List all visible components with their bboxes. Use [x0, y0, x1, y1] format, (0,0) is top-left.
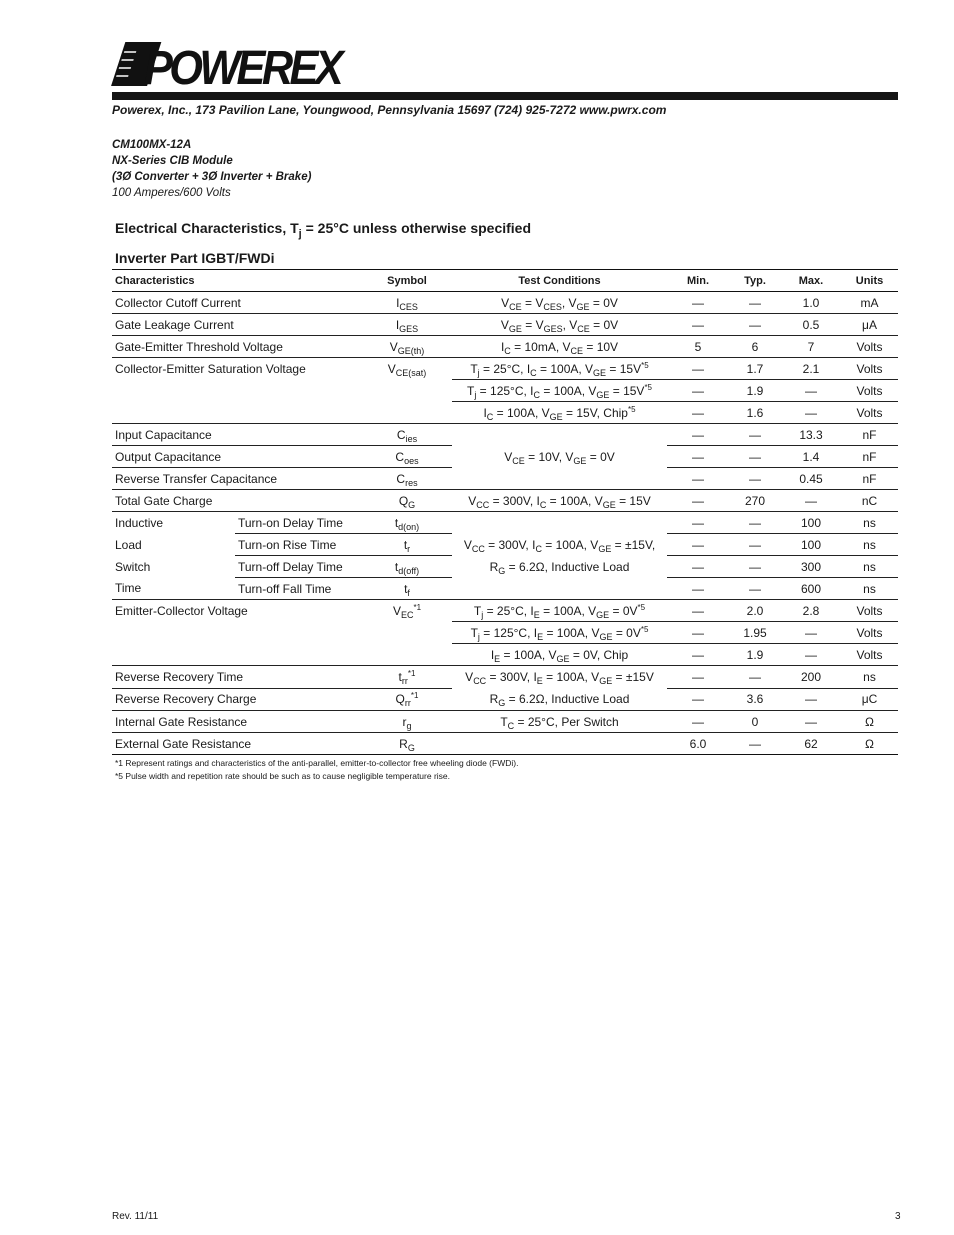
- table-row: Collector-Emitter Saturation Voltage $V_{CE(sat)}$ $T_j = 25^\circ C$, $I_C = 100A$, $V_{GE} = 15V^{*5}$ — 1.7 2.1 Volts: [112, 358, 898, 380]
- revision-label: Rev. 11/11: [112, 1211, 159, 1222]
- table-row: Input Capacitance $C_{ies}$ $V_{CE} = 10V$, $V_{GE} = 0V$ — — 13.3 nF: [112, 424, 898, 446]
- table-row: Emitter-Collector Voltage $V_{EC}^{*1}$ $T_j = 25^\circ C$, $I_E = 100A$, $V_{GE} = 0V^{*5}$ — 2.0 2.8 Volts: [112, 600, 898, 622]
- part-number: CM100MX-12A: [112, 139, 192, 151]
- table-row: $T_j = 125^\circ C$, $I_C = 100A$, $V_{GE} = 15V^{*5}$ — 1.9 — Volts: [112, 380, 898, 402]
- table-row: Output Capacitance $C_{oes}$ — — 1.4 nF: [112, 446, 898, 468]
- electrical-characteristics-table: [112, 269, 898, 755]
- table-row: $I_C = 100A$, $V_{GE} = 15V$, Chip$^{*5}$ — 1.6 — Volts: [112, 402, 898, 424]
- series-name: NX-Series CIB Module: [112, 155, 233, 167]
- table-row: Gate Leakage Current $I_{GES}$ $V_{GE} = V_{GES}$, $V_{CE} = 0V$ — — 0.5 μA: [112, 314, 898, 336]
- product-info: [112, 137, 311, 201]
- table-row: Gate-Emitter Threshold Voltage $V_{GE(th)}$ $I_C = 10mA$, $V_{CE} = 10V$ 5 6 7 Volts: [112, 336, 898, 358]
- col-min: Min.: [667, 270, 729, 292]
- powerex-logo: [110, 40, 350, 88]
- table-row: Reverse Recovery Time $t_{rr}^{*1}$ $V_{CC} = 300V$, $I_E = 100A$, $V_{GE} = \pm 15V$ $R_G = 6.2\Omega$, Inductive Load — — 200 ns: [112, 666, 898, 689]
- col-symbol: Symbol: [362, 270, 452, 292]
- col-characteristics: Characteristics: [112, 270, 362, 292]
- header-rule: [112, 92, 898, 100]
- footnote-1: *1 Represent ratings and characteristics of the anti-parallel, emitter-to-collector free wheeling diode (FWDi).: [115, 758, 519, 768]
- col-test-conditions: Test Conditions: [452, 270, 667, 292]
- product-rating: 100 Amperes/600 Volts: [112, 187, 231, 199]
- footnote-5: *5 Pulse width and repetition rate should be such as to cause negligible temperature rise.: [115, 771, 451, 781]
- table-row: Reverse Recovery Charge $Q_{rr}^{*1}$ — 3.6 — μC: [112, 688, 898, 711]
- table-row: $I_E = 100A$, $V_{GE} = 0V$, Chip — 1.9 — Volts: [112, 644, 898, 666]
- table-row: Reverse Transfer Capacitance $C_{res}$ — — 0.45 nF: [112, 468, 898, 490]
- company-address: Powerex, Inc., 173 Pavilion Lane, Youngwood, Pennsylvania 15697 (724) 925-7272 www.pwrx.com: [112, 103, 667, 117]
- product-description: (3Ø Converter + 3Ø Inverter + Brake): [112, 171, 312, 183]
- svg-text:POWEREX: POWEREX: [144, 42, 347, 88]
- table-row: Inductive Turn-on Delay Time $t_{d(on)}$ $V_{CC} = 300V$, $I_C = 100A$, $V_{GE} = \pm 15V$, $R_G = 6.2\Omega$, Inductive Load — — 100 ns: [112, 512, 898, 534]
- table-row: External Gate Resistance $R_G$ 6.0 — 62 Ω: [112, 733, 898, 755]
- col-typ: Typ.: [729, 270, 781, 292]
- table-row: Internal Gate Resistance $r_g$ $T_C = 25^\circ C$, Per Switch — 0 — Ω: [112, 711, 898, 733]
- table-row: $T_j = 125^\circ C$, $I_E = 100A$, $V_{GE} = 0V^{*5}$ — 1.95 — Volts: [112, 622, 898, 644]
- section-subtitle: Inverter Part IGBT/FWDi: [115, 250, 275, 266]
- page-number: 3: [895, 1211, 901, 1222]
- table-row: Time Turn-off Fall Time $t_f$ — — 600 ns: [112, 578, 898, 600]
- table-header-row: [112, 270, 898, 292]
- footnotes: [115, 757, 518, 783]
- table-row: Collector Cutoff Current $I_{CES}$ $V_{CE} = V_{CES}$, $V_{GE} = 0V$ — — 1.0 mA: [112, 292, 898, 314]
- table-row: Total Gate Charge $Q_G$ $V_{CC} = 300V$, $I_C = 100A$, $V_{GE} = 15V$ — 270 — nC: [112, 490, 898, 512]
- col-max: Max.: [781, 270, 841, 292]
- table-row: Load Turn-on Rise Time $t_r$ — — 100 ns: [112, 534, 898, 556]
- table-row: Switch Turn-off Delay Time $t_{d(off)}$ — — 300 ns: [112, 556, 898, 578]
- col-units: Units: [841, 270, 898, 292]
- section-title: Electrical Characteristics, $T_j = 25^\circ C$ unless otherwise specified: [115, 220, 532, 240]
